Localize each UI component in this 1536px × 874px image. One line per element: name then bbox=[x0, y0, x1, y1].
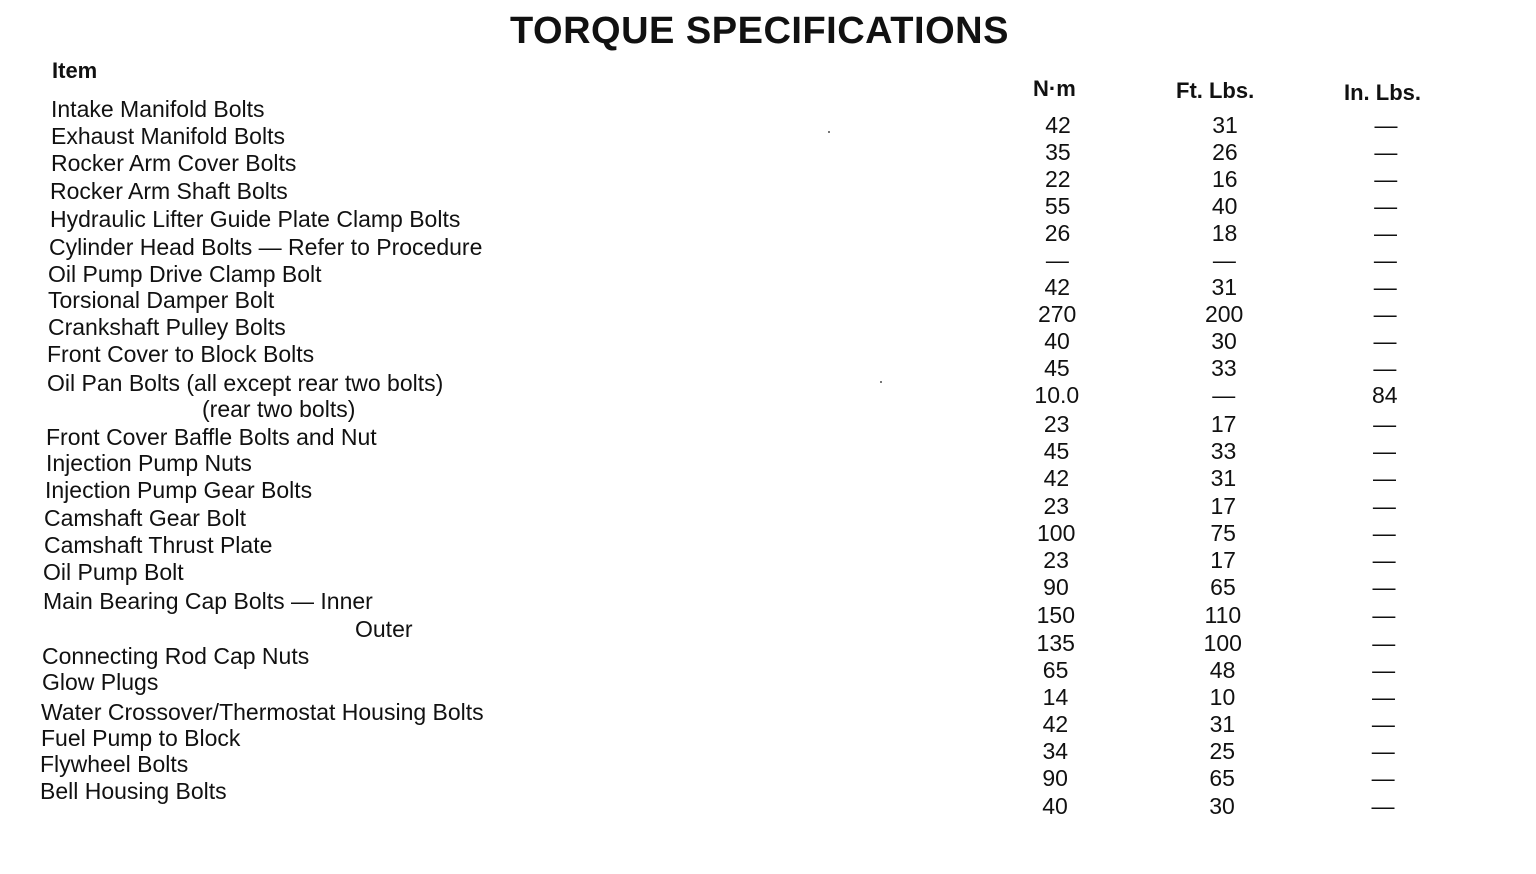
scan-speck bbox=[880, 381, 882, 383]
row-value-ft-lbs: — bbox=[1212, 382, 1236, 408]
row-value-ft-lbs: 17 bbox=[1210, 411, 1237, 437]
row-value-nm: 100 bbox=[1037, 520, 1076, 546]
row-value-in-lbs: — bbox=[1373, 274, 1397, 300]
row-value-in-lbs: — bbox=[1373, 355, 1397, 381]
page-title: TORQUE SPECIFICATIONS bbox=[510, 10, 1009, 52]
row-item-label: Flywheel Bolts bbox=[40, 751, 189, 777]
row-value-nm: 23 bbox=[1043, 493, 1070, 519]
row-value-in-lbs: — bbox=[1372, 493, 1396, 519]
row-item-label: Water Crossover/Thermostat Housing Bolts bbox=[41, 699, 484, 725]
row-value-in-lbs: — bbox=[1373, 328, 1397, 354]
row-item-label: Front Cover Baffle Bolts and Nut bbox=[46, 424, 377, 450]
row-value-in-lbs: — bbox=[1374, 166, 1398, 192]
row-value-in-lbs: 84 bbox=[1372, 382, 1398, 408]
row-value-nm: 40 bbox=[1042, 793, 1068, 819]
row-item-label: Main Bearing Cap Bolts — Inner bbox=[43, 588, 373, 614]
row-value-in-lbs: — bbox=[1371, 793, 1395, 819]
row-value-nm: 34 bbox=[1042, 738, 1069, 764]
row-value-nm: 42 bbox=[1042, 711, 1069, 737]
row-value-nm: 65 bbox=[1042, 657, 1069, 683]
row-item-label: Oil Pan Bolts (all except rear two bolts) bbox=[47, 370, 444, 396]
row-item-label: Connecting Rod Cap Nuts bbox=[42, 643, 310, 669]
row-value-in-lbs: — bbox=[1374, 193, 1398, 219]
row-value-in-lbs: — bbox=[1373, 411, 1397, 437]
row-value-in-lbs: — bbox=[1372, 602, 1396, 628]
row-item-label: Crankshaft Pulley Bolts bbox=[48, 314, 286, 340]
row-value-ft-lbs: 17 bbox=[1210, 493, 1237, 519]
row-value-ft-lbs: 31 bbox=[1211, 274, 1238, 300]
row-value-in-lbs: — bbox=[1374, 112, 1398, 138]
row-value-nm: 150 bbox=[1036, 602, 1076, 628]
row-value-ft-lbs: 31 bbox=[1212, 112, 1238, 138]
row-value-nm: 40 bbox=[1044, 328, 1070, 354]
row-value-ft-lbs: 33 bbox=[1211, 355, 1237, 381]
row-value-ft-lbs: 33 bbox=[1210, 438, 1237, 464]
row-item-label: Bell Housing Bolts bbox=[40, 778, 227, 804]
row-value-in-lbs: — bbox=[1371, 738, 1395, 764]
row-value-in-lbs: — bbox=[1374, 139, 1398, 165]
row-value-ft-lbs: 200 bbox=[1204, 301, 1244, 327]
row-value-ft-lbs: 65 bbox=[1209, 765, 1235, 791]
row-value-in-lbs: — bbox=[1371, 684, 1395, 710]
row-value-ft-lbs: 30 bbox=[1209, 793, 1235, 819]
column-header-nm: N·m bbox=[1033, 76, 1076, 101]
row-value-in-lbs: — bbox=[1372, 547, 1396, 573]
row-value-nm: 10.0 bbox=[1034, 382, 1080, 408]
row-value-nm: 45 bbox=[1043, 438, 1070, 464]
row-value-nm: 42 bbox=[1043, 465, 1070, 491]
row-item-label: Oil Pump Drive Clamp Bolt bbox=[48, 261, 322, 287]
row-item-label: Oil Pump Bolt bbox=[43, 559, 184, 585]
row-value-nm: 90 bbox=[1042, 765, 1068, 791]
row-value-nm: 22 bbox=[1044, 166, 1071, 192]
row-item-label: Fuel Pump to Block bbox=[41, 725, 241, 751]
row-value-ft-lbs: 31 bbox=[1210, 465, 1237, 491]
column-header-item: Item bbox=[52, 58, 98, 83]
row-value-in-lbs: — bbox=[1371, 765, 1395, 791]
row-value-in-lbs: — bbox=[1373, 301, 1397, 327]
row-value-ft-lbs: 30 bbox=[1211, 328, 1237, 354]
row-value-nm: 135 bbox=[1036, 630, 1075, 656]
row-value-nm: — bbox=[1045, 247, 1069, 273]
row-value-nm: 55 bbox=[1044, 193, 1071, 219]
row-value-in-lbs: — bbox=[1373, 247, 1397, 273]
row-value-ft-lbs: 17 bbox=[1210, 547, 1236, 573]
row-value-in-lbs: — bbox=[1373, 438, 1397, 464]
row-value-nm: 90 bbox=[1043, 574, 1069, 600]
row-item-label: Intake Manifold Bolts bbox=[51, 96, 265, 122]
row-value-nm: 35 bbox=[1045, 139, 1071, 165]
row-item-label: Rocker Arm Cover Bolts bbox=[51, 150, 297, 176]
row-value-ft-lbs: 25 bbox=[1209, 738, 1236, 764]
row-item-label: Glow Plugs bbox=[42, 669, 159, 695]
row-item-label: Hydraulic Lifter Guide Plate Clamp Bolts bbox=[50, 206, 461, 232]
row-value-in-lbs: — bbox=[1372, 630, 1396, 656]
row-value-in-lbs: — bbox=[1372, 657, 1396, 683]
row-value-in-lbs: — bbox=[1374, 220, 1398, 246]
row-item-label: Camshaft Gear Bolt bbox=[44, 505, 246, 531]
row-value-nm: 42 bbox=[1045, 112, 1071, 138]
row-item-label: Exhaust Manifold Bolts bbox=[51, 123, 285, 149]
row-item-label: Injection Pump Nuts bbox=[46, 450, 252, 476]
scan-speck bbox=[828, 131, 830, 133]
column-header-ft-lbs: Ft. Lbs. bbox=[1176, 78, 1255, 103]
row-item-label: Cylinder Head Bolts — Refer to Procedure bbox=[49, 234, 483, 260]
row-value-nm: 270 bbox=[1037, 301, 1077, 327]
row-item-label: Camshaft Thrust Plate bbox=[44, 532, 273, 558]
row-value-nm: 14 bbox=[1042, 684, 1069, 710]
row-item-label: (rear two bolts) bbox=[202, 396, 356, 422]
row-value-ft-lbs: 65 bbox=[1210, 574, 1236, 600]
row-value-nm: 23 bbox=[1043, 411, 1070, 437]
row-value-in-lbs: — bbox=[1372, 465, 1396, 491]
row-item-label: Front Cover to Block Bolts bbox=[47, 341, 315, 367]
row-value-ft-lbs: 31 bbox=[1209, 711, 1236, 737]
row-item-label: Rocker Arm Shaft Bolts bbox=[50, 178, 288, 204]
row-item-label: Injection Pump Gear Bolts bbox=[45, 477, 313, 503]
row-value-ft-lbs: 40 bbox=[1211, 193, 1238, 219]
row-value-ft-lbs: 48 bbox=[1209, 657, 1236, 683]
row-value-ft-lbs: 10 bbox=[1209, 684, 1236, 710]
row-value-ft-lbs: — bbox=[1212, 247, 1236, 273]
row-value-nm: 26 bbox=[1044, 220, 1071, 246]
row-item-label: Outer bbox=[355, 616, 413, 642]
row-value-ft-lbs: 100 bbox=[1203, 630, 1242, 656]
row-value-ft-lbs: 75 bbox=[1210, 520, 1236, 546]
row-value-ft-lbs: 110 bbox=[1204, 602, 1242, 628]
row-value-in-lbs: — bbox=[1372, 574, 1396, 600]
row-value-nm: 45 bbox=[1044, 355, 1070, 381]
row-value-nm: 23 bbox=[1043, 547, 1069, 573]
row-value-ft-lbs: 18 bbox=[1211, 220, 1238, 246]
row-value-in-lbs: — bbox=[1372, 520, 1396, 546]
row-value-ft-lbs: 16 bbox=[1211, 166, 1238, 192]
row-item-label: Torsional Damper Bolt bbox=[48, 287, 275, 313]
row-value-in-lbs: — bbox=[1371, 711, 1395, 737]
row-value-nm: 42 bbox=[1044, 274, 1071, 300]
column-header-in-lbs: In. Lbs. bbox=[1344, 80, 1421, 105]
row-value-ft-lbs: 26 bbox=[1212, 139, 1238, 165]
